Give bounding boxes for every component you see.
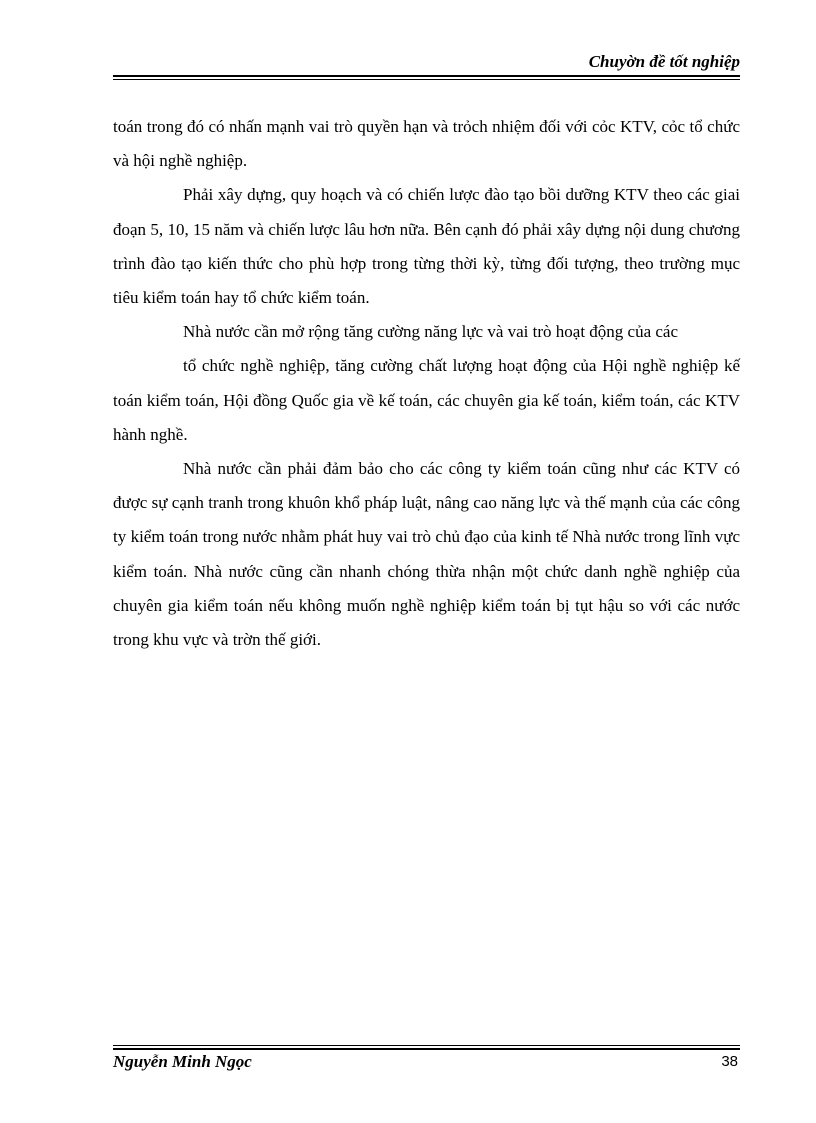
document-body (113, 110, 740, 657)
footer-divider-thin (113, 1045, 740, 1046)
page-number: 38 (721, 1053, 738, 1070)
paragraph-training: Phải xây dựng, quy hoạch và có chiến lược đào tạo bồi dưỡng KTV theo các giai đoạn 5, 10, 15 năm và chiến lược lâu hơn nữa. Bên cạnh đó phải xây dựng nội dung chương trình đào tạo kiến thức cho phù hợp trong từng thời kỳ, từng đối tượng, theo trường mục tiêu kiểm toán hay tổ chức kiểm toán. (113, 185, 740, 308)
header-title: Chuyờn đề tốt nghiệp (588, 52, 740, 71)
paragraph-expand-capacity: Nhà nước cần mở rộng tăng cường năng lực và vai trò hoạt động của các (183, 322, 679, 342)
header-divider-thin (113, 79, 740, 80)
footer-author: Nguyễn Minh Ngọc (113, 1052, 252, 1071)
footer-divider (113, 1048, 740, 1050)
header-divider (113, 75, 740, 77)
paragraph-competition: Nhà nước cần phải đảm bảo cho các công ty kiểm toán cũng như các KTV có được sự cạnh tranh trong khuôn khổ pháp luật, nâng cao năng lực và thế mạnh của các công ty kiểm toán trong nước nhằm phát huy vai trò chủ đạo của kinh tế Nhà nước trong lĩnh vực kiểm toán. Nhà nước cũng cần nhanh chóng thừa nhận một chức danh nghề nghiệp của chuyên gia kiểm toán nếu không muốn nghề nghiệp kiểm toán bị tụt hậu so với các nước trong khu vực và trờn thế giới. (113, 459, 740, 650)
paragraph-continuation: toán trong đó có nhấn mạnh vai trò quyền hạn và trỏch nhiệm đối với cỏc KTV, cỏc tổ chức và hội nghề nghiệp. (113, 117, 740, 171)
paragraph-professional-orgs: tổ chức nghề nghiệp, tăng cường chất lượng hoạt động của Hội nghề nghiệp kế toán kiểm toán, Hội đồng Quốc gia về kế toán, các chuyên gia kế toán, kiểm toán, các KTV hành nghề. (113, 356, 740, 444)
